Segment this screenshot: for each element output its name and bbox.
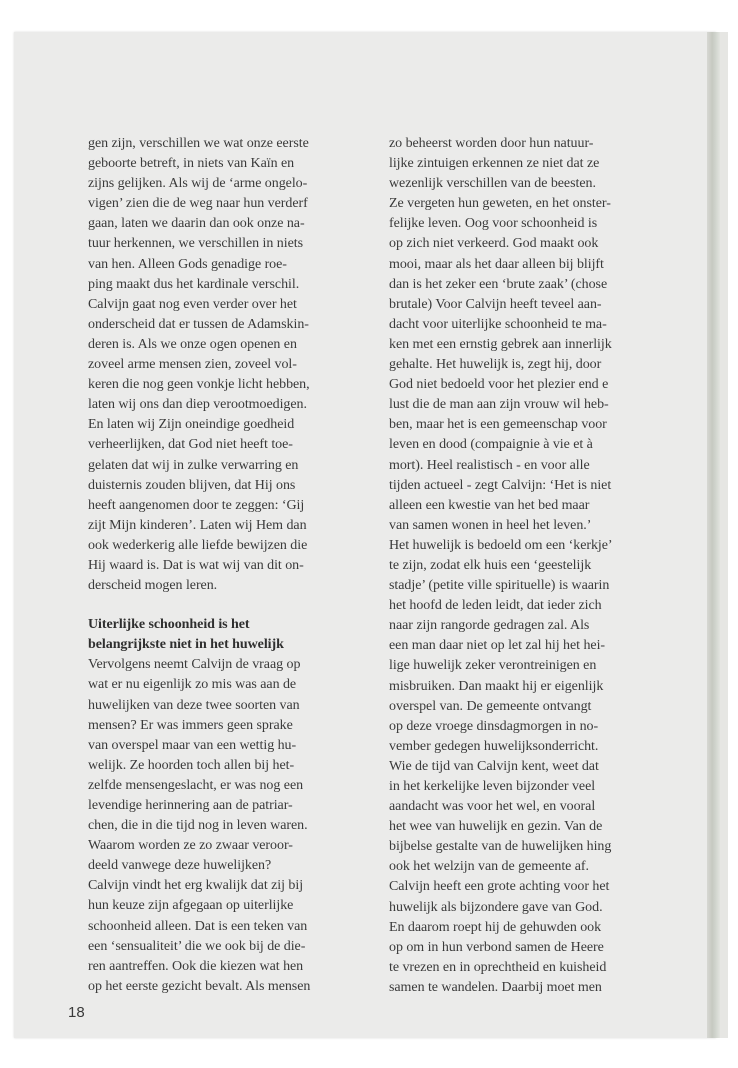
text-line: te zijn, zodat elk huis een ‘geestelijk: [389, 557, 592, 573]
text-line: wezenlijk verschillen van de beesten.: [389, 176, 596, 192]
right-text-column: [389, 134, 659, 998]
left-text-column: [88, 134, 358, 997]
text-line: een man daar niet op let zal hij het hei-: [389, 638, 606, 654]
text-line: deren is. Als we onze ogen openen en: [88, 336, 297, 352]
text-line: leven en dood (compaignie à vie et à: [389, 437, 593, 453]
text-line: deeld vanwege deze huwelijken?: [88, 858, 272, 874]
text-line: gehalte. Het huwelijk is, zegt hij, door: [389, 357, 602, 373]
text-line: aandacht was voor het wel, en vooral: [389, 799, 596, 815]
text-line: overspel van. De gemeente ontvangt: [389, 698, 592, 714]
text-line: lige huwelijk zeker verontreinigen en: [389, 658, 597, 674]
text-line: gen zijn, verschillen we wat onze eerste: [88, 136, 309, 151]
text-line: heeft aangenomen door te zeggen: ‘Gij: [88, 497, 305, 513]
text-line: op het eerste gezicht bevalt. Als mensen: [88, 978, 311, 994]
text-line: gaan, laten we daarin dan ook onze na-: [88, 216, 305, 232]
text-line: hun keuze zijn afgegaan op uiterlijke: [88, 898, 294, 914]
text-line: zelfde mensengeslacht, er was nog een: [88, 777, 304, 793]
text-line: wat er nu eigenlijk zo mis was aan de: [88, 677, 297, 693]
text-line: mooi, maar als het daar alleen bij blijft: [389, 256, 604, 272]
text-line: levendige herinnering aan de patriar-: [88, 798, 293, 813]
text-line: op deze vroege dinsdagmorgen in no-: [389, 718, 599, 734]
text-line: schoonheid alleen. Dat is een teken van: [88, 918, 308, 934]
text-line: zo beheerst worden door hun natuur-: [389, 136, 594, 151]
text-line: derscheid mogen leren.: [88, 578, 218, 594]
text-line: tijden actueel - zegt Calvijn: ‘Het is niet: [389, 477, 612, 493]
text-line: Calvijn vindt het erg kwalijk dat zij bij: [88, 878, 304, 894]
text-line: ook wederkerig alle liefde bewijzen die: [88, 537, 308, 553]
text-line: Wie de tijd van Calvijn kent, weet dat: [389, 758, 599, 774]
text-line: lijke zintuigen erkennen ze niet dat ze: [389, 156, 600, 172]
text-line: Vervolgens neemt Calvijn de vraag op: [88, 657, 301, 673]
text-line: samen te wandelen. Daarbij moet men: [389, 979, 602, 995]
text-line: En daarom roept hij de gehuwden ook: [389, 919, 602, 935]
text-line: Calvijn heeft een grote achting voor het: [389, 879, 610, 895]
text-line: verheerlijken, dat God niet heeft toe-: [88, 437, 293, 453]
page-edge-shadow: [707, 32, 720, 1038]
text-line: onderscheid dat er tussen de Adamskin-: [88, 316, 309, 332]
text-line: misbruiken. Dan maakt hij er eigenlijk: [389, 678, 604, 694]
text-line: Ze vergeten hun geweten, en het onster-: [389, 196, 611, 212]
left-paragraph-2: [88, 655, 358, 997]
text-line: alleen een kwestie van het bed maar: [389, 497, 590, 513]
text-line: mensen? Er was immers geen sprake: [88, 717, 293, 733]
text-line: ren aantreffen. Ook die kiezen wat hen: [88, 958, 304, 974]
page-number: 18: [68, 1004, 85, 1021]
text-line: tuur herkennen, we verschillen in niets: [88, 236, 303, 252]
text-line: brutale) Voor Calvijn heeft teveel aan-: [389, 296, 602, 312]
text-line: God niet bedoeld voor het plezier end e: [389, 377, 609, 393]
text-line: zijns gelijken. Als wij de ‘arme ongelo-: [88, 176, 308, 192]
right-paragraph: [389, 134, 659, 998]
text-line: geboorte betreft, in niets van Kaïn en: [88, 156, 295, 172]
text-line: duisternis zouden blijven, dat Hij ons: [88, 477, 296, 493]
section-heading: [88, 615, 358, 655]
text-line: van overspel maar van een wettig hu-: [88, 737, 297, 753]
text-line: dan is het zeker een ‘brute zaak’ (chose: [389, 276, 608, 292]
text-line: van samen wonen in heel het leven.’: [389, 517, 592, 533]
text-line: welijk. Ze hoorden toch allen bij het-: [88, 757, 295, 773]
text-line: Waarom worden ze zo zwaar veroor-: [88, 838, 293, 854]
text-line: ben, maar het is een gemeenschap voor: [389, 417, 607, 433]
text-line: Hij waard is. Dat is wat wij van dit on-: [88, 557, 304, 573]
text-line: op zich niet verkeerd. God maakt ook: [389, 236, 599, 252]
text-line: gelaten dat wij in zulke verwarring en: [88, 457, 299, 473]
text-line: het wee van huwelijk en gezin. Van de: [389, 819, 603, 835]
text-line: te vrezen en in oprechtheid en kuisheid: [389, 959, 607, 975]
text-line: lust die de man aan zijn vrouw wil heb-: [389, 397, 609, 413]
text-line: keren die nog geen vonkje licht hebben,: [88, 377, 310, 393]
text-line: dacht voor uiterlijke schoonheid te ma-: [389, 316, 607, 332]
text-line: felijke leven. Oog voor schoonheid is: [389, 216, 598, 232]
text-line: een ‘sensualiteit’ die we ook bij de die-: [88, 938, 306, 954]
text-line: chen, die in die tijd nog in leven waren.: [88, 818, 308, 834]
text-line: mort). Heel realistisch - en voor alle: [389, 457, 590, 473]
text-line: laten wij ons dan diep verootmoedigen.: [88, 397, 307, 413]
text-line: Het huwelijk is bedoeld om een ‘kerkje’: [389, 537, 613, 553]
text-line: En laten wij Zijn oneindige goedheid: [88, 417, 295, 433]
text-line: naar zijn rangorde gedragen zal. Als: [389, 618, 590, 634]
text-line: Calvijn gaat nog even verder over het: [88, 296, 297, 312]
text-line: zijt Mijn kinderen’. Laten wij Hem dan: [88, 517, 307, 533]
text-line: stadje’ (petite ville spirituelle) is waarin: [389, 578, 610, 594]
text-line: ook het welzijn van de gemeente af.: [389, 859, 589, 875]
text-line: vigen’ zien die de weg naar hun verderf: [88, 196, 308, 212]
text-line: ken met een ernstig gebrek aan innerlijk: [389, 336, 612, 352]
text-line: het hoofd de leden leidt, dat ieder zich: [389, 598, 602, 614]
text-line: belangrijkste niet in het huwelijk: [88, 637, 284, 653]
text-line: van hen. Alleen Gods genadige roe-: [88, 256, 287, 272]
text-line: Uiterlijke schoonheid is het: [88, 617, 250, 633]
text-line: in het kerkelijke leven bijzonder veel: [389, 779, 596, 794]
text-line: vember gedegen huwelijksonderricht.: [389, 738, 599, 754]
left-paragraph-1: [88, 134, 358, 596]
text-line: op om in hun verbond samen de Heere: [389, 939, 604, 955]
text-line: huwelijken van deze twee soorten van: [88, 697, 300, 713]
text-line: huwelijk als bijzondere gave van God.: [389, 899, 603, 915]
text-line: ping maakt dus het kardinale verschil.: [88, 276, 300, 292]
text-line: zoveel arme mensen zien, zoveel vol-: [88, 357, 297, 373]
text-line: bijbelse gestalte van de huwelijken hing: [389, 839, 612, 855]
page-edge: [720, 32, 728, 1038]
